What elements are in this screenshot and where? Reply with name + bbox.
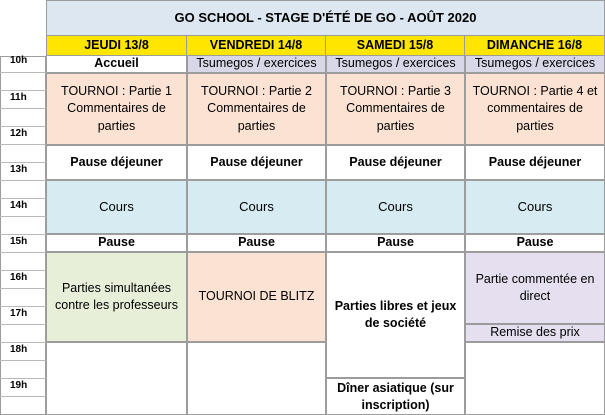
tournoi-line: parties xyxy=(97,118,136,133)
pause-cell-vendredi: Pause xyxy=(187,234,326,252)
tournoi-cell-dimanche xyxy=(465,73,605,145)
parties-libres-cell xyxy=(326,252,465,378)
hour-17: 17h xyxy=(10,308,28,319)
simultanees-line: Parties simultanées xyxy=(61,280,172,295)
hour-19: 19h xyxy=(10,380,28,391)
tournoi-line: TOURNOI : Partie 2 xyxy=(201,83,312,98)
hour-separator xyxy=(0,396,46,397)
hour-15: 15h xyxy=(10,236,28,247)
hour-separator xyxy=(0,180,46,181)
tournoi-cell-jeudi xyxy=(46,73,187,145)
partie-commentee-cell xyxy=(465,252,605,324)
hour-separator xyxy=(0,108,46,109)
cours-cell-dimanche: Cours xyxy=(465,180,605,234)
hour-separator xyxy=(0,144,46,145)
tsumego-cell-dimanche: Tsumegos / exercices xyxy=(465,55,605,73)
parties-libres-line: Parties libres et jeux xyxy=(334,298,457,313)
hour-separator xyxy=(0,72,46,73)
lunch-cell-vendredi: Pause déjeuner xyxy=(187,145,326,180)
tournoi-line: commentaires de xyxy=(487,101,583,116)
pause-cell-jeudi: Pause xyxy=(46,234,187,252)
day-header-samedi: SAMEDI 15/8 xyxy=(326,36,465,55)
page-title: GO SCHOOL - STAGE D'ÉTÉ DE GO - AOÛT 2020 xyxy=(46,0,605,36)
hour-separator xyxy=(0,216,46,217)
tournoi-line: parties xyxy=(516,118,554,133)
hour-separator xyxy=(0,360,46,361)
cours-cell-vendredi: Cours xyxy=(187,180,326,234)
lunch-cell-samedi: Pause déjeuner xyxy=(326,145,465,180)
parties-libres-line: de société xyxy=(364,316,427,330)
cours-cell-jeudi: Cours xyxy=(46,180,187,234)
tournoi-line: Commentaires de xyxy=(346,101,445,116)
tsumego-cell-samedi: Tsumegos / exercices xyxy=(326,55,465,73)
day-header-jeudi: JEUDI 13/8 xyxy=(46,36,187,55)
hour-separator xyxy=(0,162,46,163)
tournoi-line: TOURNOI : Partie 4 et xyxy=(472,83,598,98)
hour-separator xyxy=(0,288,46,289)
partie-commentee-line: direct xyxy=(519,289,551,303)
empty-cell-jeudi-evening xyxy=(46,342,187,415)
partie-commentee-line: Partie commentée en xyxy=(475,271,595,286)
blitz-cell: TOURNOI DE BLITZ xyxy=(187,252,326,342)
diner-line: inscription) xyxy=(361,397,430,412)
cours-cell-samedi: Cours xyxy=(326,180,465,234)
tournoi-cell-vendredi xyxy=(187,73,326,145)
hour-separator xyxy=(0,306,46,307)
empty-cell-dimanche-evening xyxy=(465,342,605,415)
tournoi-line: Commentaires de xyxy=(207,101,306,116)
tournoi-line: TOURNOI : Partie 3 xyxy=(340,83,451,98)
hour-16: 16h xyxy=(10,272,28,283)
pause-cell-dimanche: Pause xyxy=(465,234,605,252)
hour-separator xyxy=(0,324,46,325)
tournoi-line: parties xyxy=(376,118,415,133)
hour-11: 11h xyxy=(10,92,27,103)
hour-13: 13h xyxy=(10,164,28,175)
simultanees-cell xyxy=(46,252,187,342)
hour-separator xyxy=(0,252,46,253)
hour-separator xyxy=(0,198,46,199)
remise-prix-cell: Remise des prix xyxy=(465,324,605,342)
tournoi-line: Commentaires de xyxy=(67,101,166,116)
diner-cell xyxy=(326,378,465,415)
empty-cell-vendredi-evening xyxy=(187,342,326,415)
lunch-cell-jeudi: Pause déjeuner xyxy=(46,145,187,180)
tournoi-line: parties xyxy=(237,118,276,133)
hour-14: 14h xyxy=(10,200,28,211)
day-header-vendredi: VENDREDI 14/8 xyxy=(187,36,326,55)
hour-separator xyxy=(0,90,46,91)
hour-separator xyxy=(0,342,46,343)
accueil-cell: Accueil xyxy=(46,55,187,73)
hour-separator xyxy=(0,270,46,271)
tournoi-line: TOURNOI : Partie 1 xyxy=(61,83,172,98)
hour-separator xyxy=(0,378,46,379)
lunch-cell-dimanche: Pause déjeuner xyxy=(465,145,605,180)
simultanees-line: contre les professeurs xyxy=(55,298,178,312)
day-header-dimanche: DIMANCHE 16/8 xyxy=(465,36,605,55)
tsumego-cell-vendredi: Tsumegos / exercices xyxy=(187,55,326,73)
hour-12: 12h xyxy=(10,128,28,139)
hour-18: 18h xyxy=(10,344,28,355)
hour-separator xyxy=(0,234,46,235)
tournoi-cell-samedi xyxy=(326,73,465,145)
diner-line: Dîner asiatique (sur xyxy=(337,381,454,396)
hour-separator xyxy=(0,126,46,127)
hour-10: 10h xyxy=(10,55,28,66)
pause-cell-samedi: Pause xyxy=(326,234,465,252)
